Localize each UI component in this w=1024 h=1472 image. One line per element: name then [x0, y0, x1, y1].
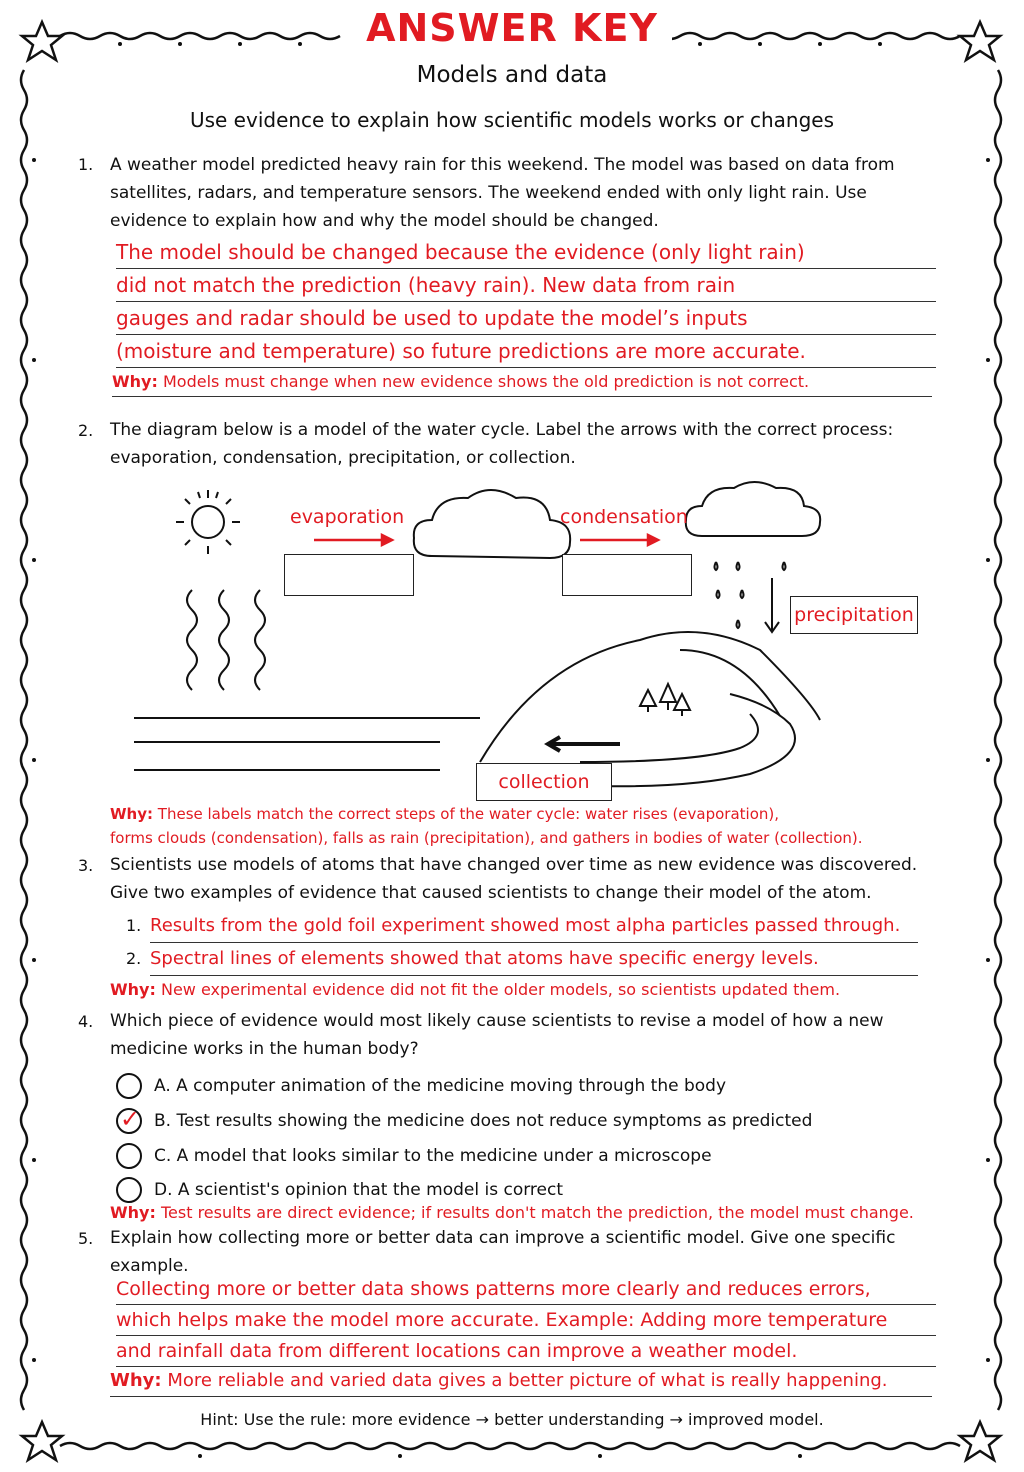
cloud-icon — [414, 490, 570, 558]
evaporation-answer-box — [284, 554, 414, 596]
q3-item-number: 1. — [126, 916, 142, 935]
answer-line: and rainfall data from different locations can improve a weather model. — [116, 1336, 936, 1367]
q1-text — [110, 151, 895, 235]
q5-line: Explain how collecting more or better data can improve a scientific model. Give one specific — [110, 1228, 896, 1248]
border-right — [995, 70, 1001, 1410]
q1-line: evidence to explain how and why the model should be changed. — [110, 211, 659, 231]
q2-line: evaporation, condensation, precipitation, or collection. — [110, 448, 576, 468]
condensation-label: condensation — [560, 506, 688, 528]
q3-item — [126, 943, 918, 976]
option-c[interactable] — [116, 1141, 712, 1171]
water-line — [134, 718, 480, 770]
why-label: Why: — [110, 980, 156, 999]
collection-label: collection — [476, 763, 612, 801]
option-radio[interactable] — [116, 1105, 142, 1134]
q4-why — [110, 1203, 914, 1222]
option-b[interactable] — [116, 1106, 812, 1136]
q2-text — [110, 416, 893, 472]
q2-number: 2. — [78, 421, 94, 440]
option-radio[interactable] — [116, 1143, 142, 1169]
answer-line: Collecting more or better data shows patterns more clearly and reduces errors, — [116, 1274, 936, 1305]
q1-number: 1. — [78, 155, 94, 174]
why-text: More reliable and varied data gives a better picture of what is really happening. — [167, 1370, 888, 1391]
river — [580, 694, 795, 786]
q2-line: The diagram below is a model of the water cycle. Label the arrows with the correct process: — [110, 420, 894, 440]
checkmark-icon: ✓ — [120, 1105, 141, 1133]
answer-line: which helps make the model more accurate. Example: Adding more temperature — [116, 1305, 936, 1336]
q3-item-text: Spectral lines of elements showed that atoms have specific energy levels. — [150, 948, 819, 969]
q3-item-text: Results from the gold foil experiment showed most alpha particles passed through. — [150, 915, 901, 936]
option-radio[interactable] — [116, 1177, 142, 1203]
why-label: Why: — [110, 1203, 156, 1222]
hint: Hint: Use the rule: more evidence → better understanding → improved model. — [200, 1410, 824, 1429]
why-text: Models must change when new evidence shows the old prediction is not correct. — [162, 372, 810, 391]
q2-why — [110, 802, 863, 850]
option-text: C. A model that looks similar to the medicine under a microscope — [154, 1146, 712, 1166]
sun-icon — [176, 490, 240, 554]
option-text: B. Test results showing the medicine does not reduce symptoms as predicted — [154, 1111, 813, 1131]
q3-answers — [128, 910, 918, 976]
why-text: Test results are direct evidence; if results don't match the prediction, the model must change. — [160, 1203, 914, 1222]
water-cycle-diagram — [120, 480, 940, 800]
why-label: Why: — [110, 805, 154, 823]
q3-number: 3. — [78, 856, 94, 875]
option-d[interactable] — [116, 1175, 563, 1205]
option-a[interactable] — [116, 1071, 726, 1101]
instruction: Use evidence to explain how scientific models works or changes — [189, 108, 835, 132]
q5-number: 5. — [78, 1229, 94, 1248]
answer-line: did not match the prediction (heavy rain). New data from rain — [116, 269, 936, 302]
q3-line: Scientists use models of atoms that have changed over time as new evidence was discovered. — [110, 855, 918, 875]
q1-why — [112, 372, 932, 397]
answer-line: gauges and radar should be used to update the model’s inputs — [116, 302, 936, 335]
cloud-icon — [686, 482, 820, 536]
condensation-answer-box — [562, 554, 692, 596]
q3-item — [126, 910, 918, 943]
q5-line: example. — [110, 1256, 189, 1276]
why-text: These labels match the correct steps of the water cycle: water rises (evaporation), — [157, 805, 780, 823]
why-label: Why: — [110, 1370, 162, 1391]
answer-line: The model should be changed because the evidence (only light rain) — [116, 236, 936, 269]
q1-line: A weather model predicted heavy rain for this weekend. The model was based on data from — [110, 155, 895, 175]
q5-text — [110, 1224, 895, 1280]
q1-answer — [116, 236, 936, 368]
why-text: New experimental evidence did not fit the older models, so scientists updated them. — [160, 980, 841, 999]
precipitation-label: precipitation — [790, 596, 918, 634]
evaporation-label: evaporation — [290, 506, 405, 528]
trees-icon — [640, 684, 690, 716]
title-text: ANSWER KEY — [352, 6, 672, 50]
q3-line: Give two examples of evidence that caused scientists to change their model of the atom. — [110, 883, 872, 903]
q3-why — [110, 980, 840, 999]
q3-text — [110, 851, 917, 907]
q4-text — [110, 1007, 884, 1063]
border-bottom — [60, 1443, 960, 1449]
q5-why — [110, 1370, 932, 1397]
heat-wave-icon — [187, 590, 265, 690]
q5-answer — [116, 1274, 936, 1367]
q4-number: 4. — [78, 1012, 94, 1031]
option-text: D. A scientist's opinion that the model is correct — [154, 1180, 564, 1200]
rain-icon — [715, 562, 786, 628]
precipitation-arrow — [765, 578, 779, 632]
option-radio[interactable] — [116, 1073, 142, 1099]
q4-line: Which piece of evidence would most likely cause scientists to revise a model of how a new — [110, 1011, 884, 1031]
answer-line: (moisture and temperature) so future predictions are more accurate. — [116, 335, 936, 368]
why-label: Why: — [112, 372, 158, 391]
q1-line: satellites, radars, and temperature sensors. The weekend ended with only light rain. Use — [110, 183, 867, 203]
answer-key-title — [0, 6, 1024, 50]
q3-item-number: 2. — [126, 949, 142, 968]
q4-line: medicine works in the human body? — [110, 1039, 419, 1059]
why-text: forms clouds (condensation), falls as rain (precipitation), and gathers in bodies of water (collection). — [110, 829, 863, 847]
page-subtitle: Models and data — [416, 62, 608, 88]
option-text: A. A computer animation of the medicine moving through the body — [154, 1076, 727, 1096]
collection-arrow — [548, 737, 620, 751]
border-left — [21, 70, 27, 1410]
mountain-icon — [480, 632, 820, 762]
